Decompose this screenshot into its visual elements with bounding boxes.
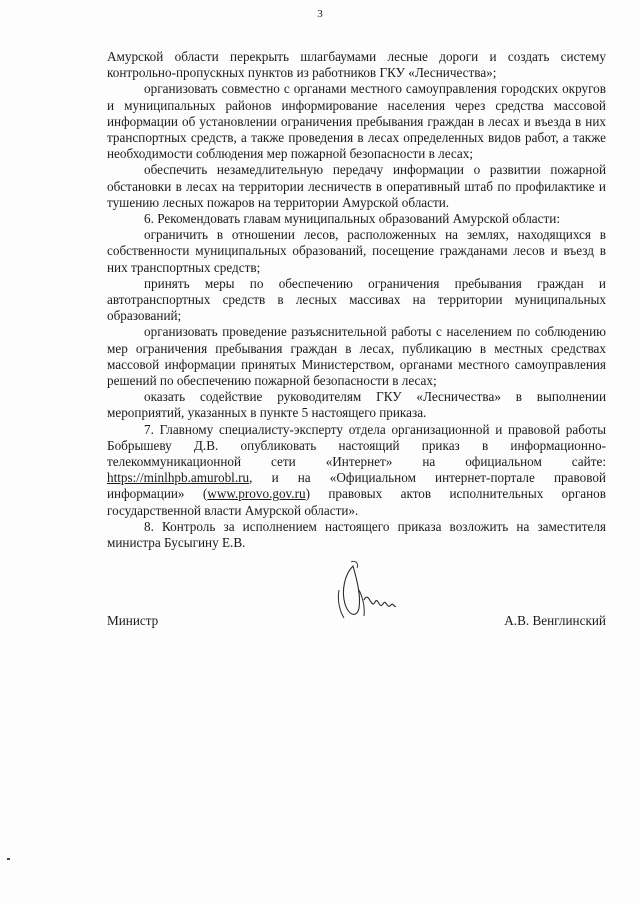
paragraph: обеспечить незамедлительную передачу информации о развитии пожарной обстановки в лесах на территории лесничеств в оперативный штаб по профилактике и тушению лесных пожаров на территории Амурской области. xyxy=(107,162,606,210)
signatory-name: А.В. Венглинский xyxy=(504,613,606,628)
scan-artifact xyxy=(7,858,10,860)
paragraph-7-text: , и на «Официальном интернет-портале правовой информации» ( xyxy=(107,470,606,502)
signature-block xyxy=(107,613,606,629)
legal-portal-link[interactable]: www.provo.gov.ru xyxy=(207,486,306,502)
paragraph: организовать проведение разъяснительной работы с населением по соблюдению мер ограничения пребывания граждан в лесах, публикацию в местных средствах массовой информации принятых Министерством, органами местного самоуправления решений по обеспечению пожарной безопасности в лесах; xyxy=(107,324,606,389)
paragraph: ограничить в отношении лесов, расположенных на землях, находящихся в собственности муниципальных образований, посещение гражданами лесов и въезд в них транспортных средств; xyxy=(107,227,606,275)
ministry-site-link[interactable]: https://minlhpb.amurobl.ru xyxy=(107,470,250,486)
page-number: 3 xyxy=(317,8,323,20)
paragraph-7 xyxy=(107,422,606,519)
paragraph: принять меры по обеспечению ограничения пребывания граждан и автотранспортных средств в лесных массивах на территории муниципальных образований; xyxy=(107,275,606,324)
document-body xyxy=(107,49,606,551)
paragraph-7-text: 7. Главному специалисту-эксперту отдела организационной и правовой работы Бобрышеву Д.В. опубликовать настоящий приказ в информационно-телекоммуникационной сети «Интернет» на официальном сайте: xyxy=(107,421,606,470)
paragraph: 6. Рекомендовать главам муниципальных образований Амурской области: xyxy=(144,211,560,227)
paragraph: Амурской области перекрыть шлагбаумами лесные дороги и создать систему контрольно-пропускных пунктов из работников ГКУ «Лесничества»; xyxy=(107,49,606,81)
paragraph: оказать содействие руководителям ГКУ «Лесничества» в выполнении мероприятий, указанных в пункте 5 настоящего приказа. xyxy=(107,389,606,421)
paragraph-7-text: ) правовых актов исполнительных органов государственной власти Амурской области». xyxy=(107,486,607,518)
paragraph-8: 8. Контроль за исполнением настоящего приказа возложить на заместителя министра Бусыгину Е.В. xyxy=(107,518,606,551)
paragraph: организовать совместно с органами местного самоуправления городских округов и муниципальных районов информирование населения через средства массовой информации об установлении ограничения пребывания граждан в лесах и въезда в них транспортных средств, а также проведения в лесах определенных видов работ, а также необходимости соблюдения мер пожарной безопасности в лесах; xyxy=(107,81,606,162)
signatory-position: Министр xyxy=(107,613,159,628)
